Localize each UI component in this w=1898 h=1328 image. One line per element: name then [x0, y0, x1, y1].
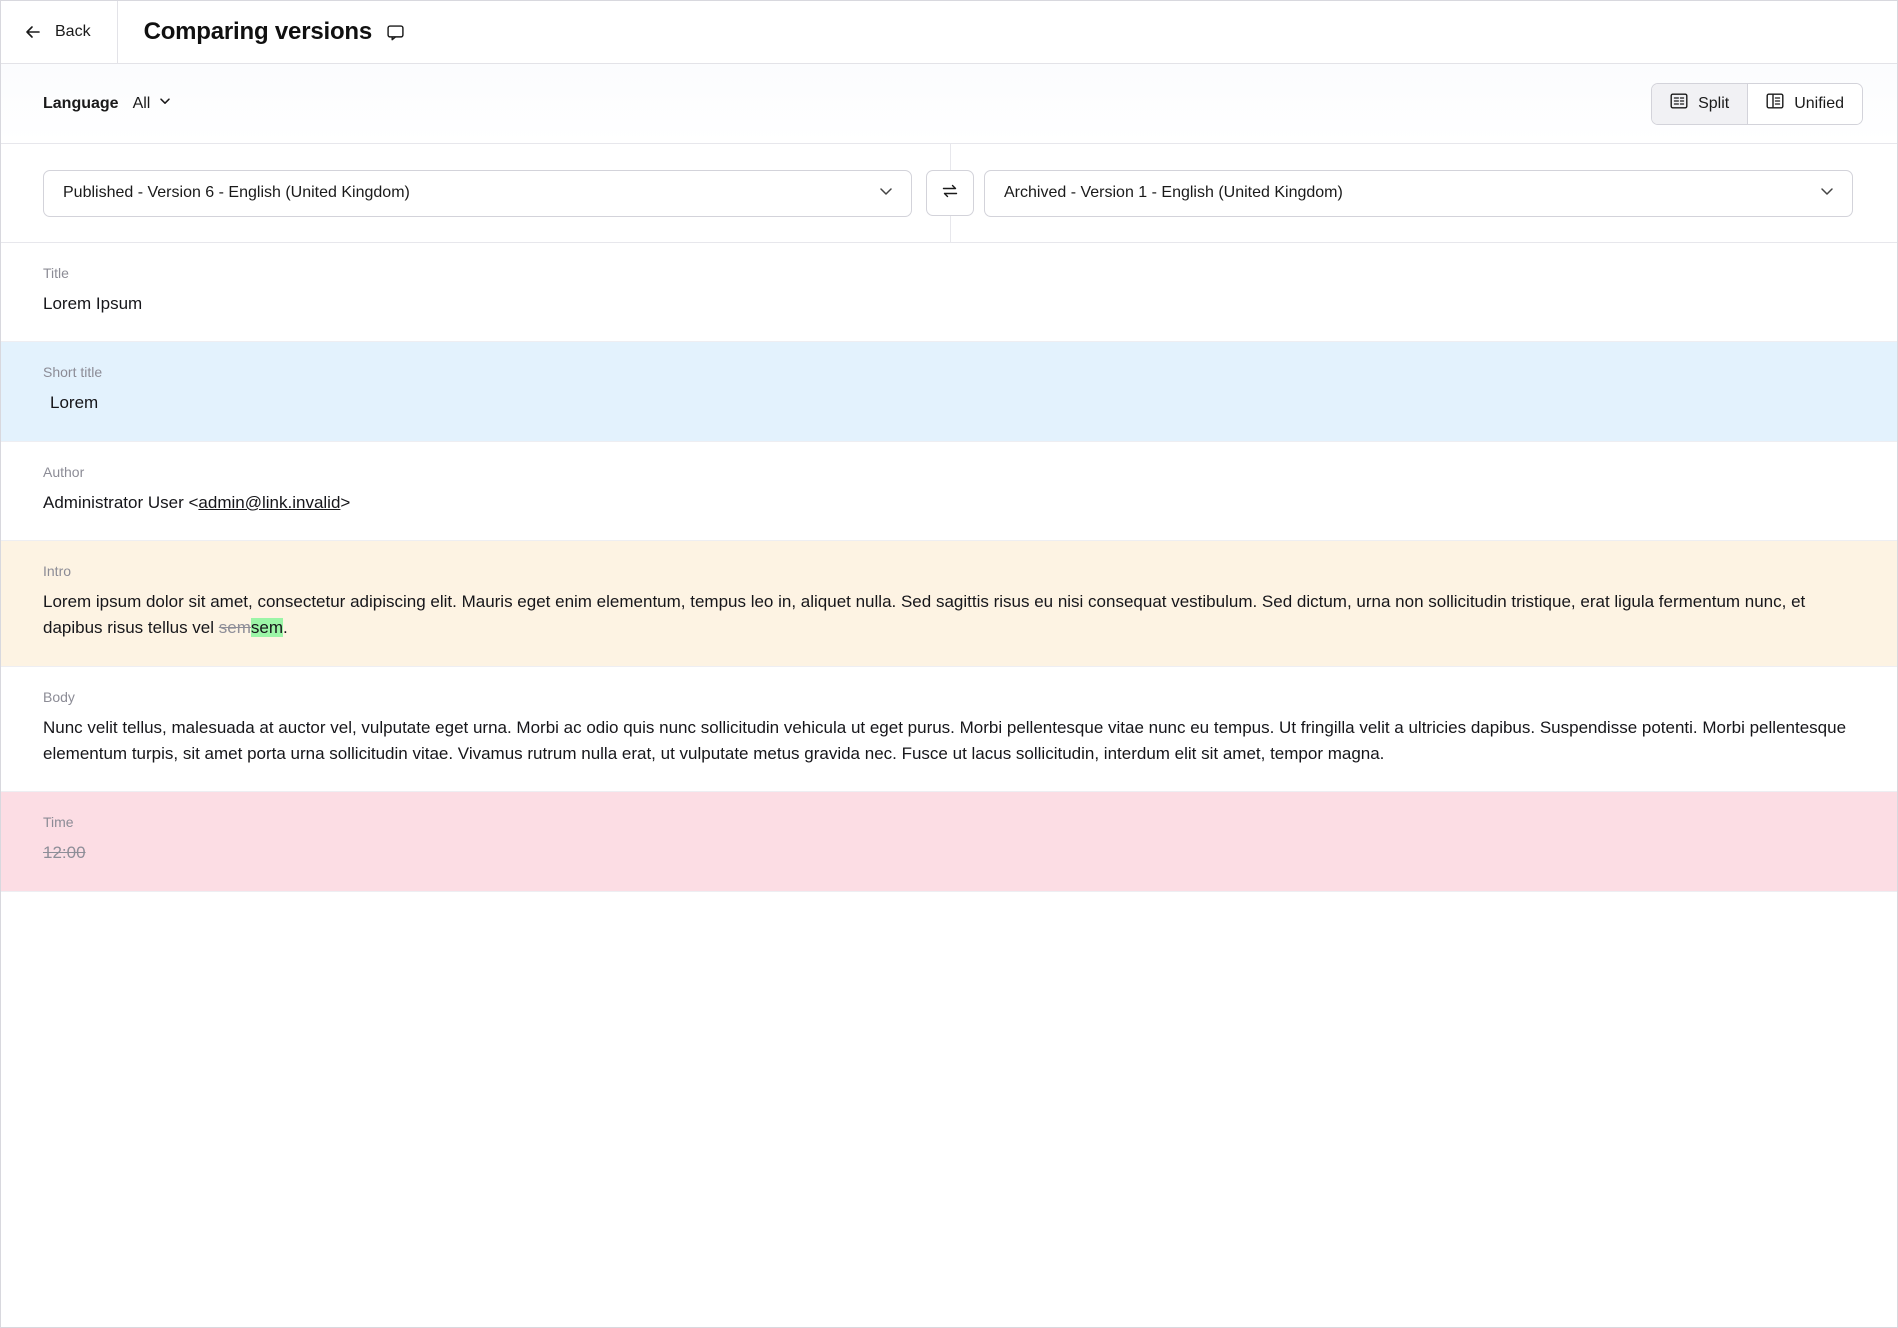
right-version-column [936, 144, 1897, 242]
back-label: Back [55, 23, 91, 40]
diff-row-time [1, 792, 1897, 891]
field-value: Lorem Ipsum [43, 294, 143, 313]
version-selectors [1, 144, 1897, 243]
tab-split-view[interactable] [1652, 84, 1747, 124]
page-title [118, 18, 405, 46]
page-title-text: Comparing versions [143, 18, 373, 45]
arrow-left-icon [23, 22, 43, 42]
intro-text-after: . [283, 618, 288, 638]
swap-arrows-icon [940, 181, 960, 206]
field-value: 12:00 [43, 843, 86, 863]
field-label: Title [43, 265, 69, 281]
back-button[interactable] [1, 1, 117, 63]
field-value [43, 589, 1855, 642]
field-value: Lorem [50, 393, 99, 413]
field-label: Time [43, 814, 74, 831]
empty-area [1, 892, 1897, 1328]
diff-row-intro [1, 541, 1897, 667]
author-email-link[interactable]: admin@link.invalid [198, 492, 341, 512]
field-label: Intro [43, 563, 72, 580]
field-value [43, 490, 1855, 516]
deleted-text: sem [218, 618, 251, 638]
chevron-down-icon [1818, 182, 1836, 205]
left-version-value: Published - Version 6 - English (United Kingdom) [63, 184, 410, 201]
language-filter [43, 94, 172, 113]
chevron-down-icon [877, 182, 895, 205]
unified-view-icon [1766, 92, 1784, 115]
top-bar [1, 1, 1897, 64]
language-value: All [132, 94, 151, 112]
comment-icon[interactable] [386, 23, 405, 42]
view-mode-toggle [1651, 83, 1863, 125]
swap-versions-button[interactable] [926, 170, 974, 216]
field-value: Nunc velit tellus, malesuada at auctor vel, vulputate eget urna. Morbi ac odio quis nunc sollicitudin vehicula ut eget purus. Morbi pellentesque vitae nunc eu tempus. Ut fringilla velit a ultricies dapibus. Suspendisse potenti. Morbi pellentesque elementum turpis, sit amet porta urna sollicitudin vitae. Vivamus rutrum nulla erat, ut vulputate metus gravida nec. Fusce ut lacus sollicitudin, interdum elit sit amet, tempor magna. [43, 717, 1847, 764]
field-label: Author [43, 463, 85, 480]
diff-row-author [1, 442, 1897, 541]
author-text-after: > [340, 492, 351, 512]
split-view-icon [1670, 92, 1688, 115]
tab-unified-label: Unified [1794, 94, 1844, 112]
right-version-value: Archived - Version 1 - English (United Kingdom) [1004, 184, 1343, 201]
intro-text-before: Lorem ipsum dolor sit amet, consectetur adipiscing elit. Mauris eget enim elementum, tempus leo in, aliquet nulla. Sed sagittis risus eu nisi consequat vestibulum. Sed dictum, urna non sollicitudin tristique, erat ligula fermentum nunc, et dapibus risus tellus vel [43, 592, 1806, 638]
inserted-text: sem [250, 618, 284, 638]
diff-row-title [1, 243, 1897, 342]
author-text-before: Administrator User < [43, 492, 199, 512]
language-select[interactable] [133, 94, 173, 113]
chevron-down-icon [158, 94, 172, 113]
field-label: Short title [43, 364, 103, 381]
diff-row-short-title [1, 342, 1897, 441]
right-version-select[interactable] [984, 170, 1853, 217]
field-label: Body [43, 688, 75, 705]
view-toolbar [1, 64, 1897, 144]
diff-list [1, 243, 1897, 892]
diff-row-body [1, 667, 1897, 793]
tab-unified-view[interactable] [1748, 84, 1862, 124]
left-version-select[interactable] [43, 170, 912, 217]
language-label: Language [43, 94, 119, 112]
tab-split-label: Split [1698, 94, 1730, 112]
left-version-column [1, 144, 936, 242]
